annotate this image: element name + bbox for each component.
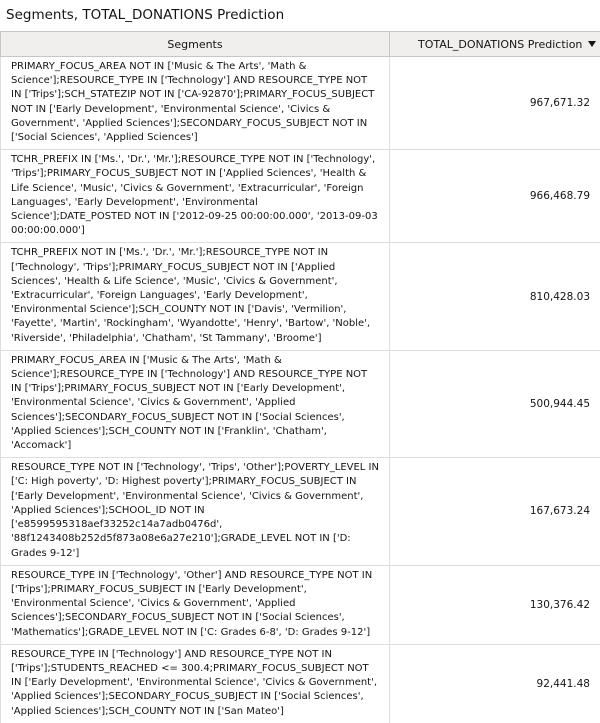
column-header-prediction-label: TOTAL_DONATIONS Prediction — [418, 38, 582, 51]
table-row[interactable] — [1, 644, 600, 723]
column-header-prediction[interactable] — [390, 32, 600, 57]
prediction-cell: 500,944.45 — [390, 350, 600, 457]
table-row[interactable] — [1, 458, 600, 565]
table-row[interactable] — [1, 243, 600, 350]
prediction-cell: 130,376.42 — [390, 565, 600, 644]
page-title: Segments, TOTAL_DONATIONS Prediction — [0, 0, 600, 31]
column-header-segments[interactable]: Segments — [1, 32, 390, 57]
prediction-cell: 967,671.32 — [390, 57, 600, 150]
prediction-cell: 92,441.48 — [390, 644, 600, 723]
segment-cell: RESOURCE_TYPE NOT IN ['Technology', 'Trips', 'Other'];POVERTY_LEVEL IN ['C: High poverty', 'D: Highest poverty'];PRIMARY_FOCUS_SUBJECT IN ['Early Development', 'Environmental Science', 'Civics & Government', 'Applied Sciences'];SCHOOL_ID NOT IN ['e8599595318aef33252c14a7adb0476d', '88f1243408b252d5f873a08e6a27e210'];GRADE_LEVEL NOT IN ['D: Grades 9-12'] — [1, 458, 390, 565]
header-row — [1, 32, 600, 57]
sort-descending-icon[interactable] — [588, 41, 596, 47]
segment-cell: PRIMARY_FOCUS_AREA IN ['Music & The Arts', 'Math & Science'];RESOURCE_TYPE IN ['Technology'] AND RESOURCE_TYPE NOT IN ['Trips'];PRIMARY_FOCUS_SUBJECT NOT IN ['Early Development', 'Environmental Science', 'Civics & Government', 'Applied Sciences'];SECONDARY_FOCUS_SUBJECT NOT IN ['Social Sciences', 'Applied Sciences'];SCH_COUNTY NOT IN ['Franklin', 'Chatham', 'Accomack'] — [1, 350, 390, 457]
table-row[interactable] — [1, 57, 600, 150]
table-row[interactable] — [1, 150, 600, 243]
segment-cell: TCHR_PREFIX NOT IN ['Ms.', 'Dr.', 'Mr.'];RESOURCE_TYPE NOT IN ['Technology', 'Trips'];PRIMARY_FOCUS_SUBJECT NOT IN ['Applied Sciences', 'Health & Life Science', 'Music', 'Civics & Government', 'Extracurricular', 'Foreign Languages', 'Early Development', 'Environmental Science'];SCH_COUNTY NOT IN ['Davis', 'Vermilion', 'Fayette', 'Martin', 'Rockingham', 'Wyandotte', 'Henry', 'Bartow', 'Noble', 'Riverside', 'Philadelphia', 'Chatham', 'St Tammany', 'Broome'] — [1, 243, 390, 350]
prediction-cell: 167,673.24 — [390, 458, 600, 565]
table-row[interactable] — [1, 565, 600, 644]
segment-cell: PRIMARY_FOCUS_AREA NOT IN ['Music & The Arts', 'Math & Science'];RESOURCE_TYPE IN ['Technology'] AND RESOURCE_TYPE NOT IN ['Trips'];SCH_STATEZIP NOT IN ['CA-92870'];PRIMARY_FOCUS_SUBJECT NOT IN ['Early Development', 'Environmental Science', 'Civics & Government', 'Applied Sciences'];SECONDARY_FOCUS_SUBJECT NOT IN ['Social Sciences', 'Applied Sciences'] — [1, 57, 390, 150]
segments-table — [0, 31, 600, 723]
segment-cell: TCHR_PREFIX IN ['Ms.', 'Dr.', 'Mr.'];RESOURCE_TYPE NOT IN ['Technology', 'Trips'];PRIMARY_FOCUS_SUBJECT NOT IN ['Applied Sciences', 'Health & Life Science', 'Music', 'Civics & Government', 'Extracurricular', 'Foreign Languages', 'Early Development', 'Environmental Science'];DATE_POSTED NOT IN ['2012-09-25 00:00:00.000', '2013-09-03 00:00:00.000'] — [1, 150, 390, 243]
prediction-cell: 810,428.03 — [390, 243, 600, 350]
segment-cell: RESOURCE_TYPE IN ['Technology'] AND RESOURCE_TYPE NOT IN ['Trips'];STUDENTS_REACHED <= 300.4;PRIMARY_FOCUS_SUBJECT NOT IN ['Early Development', 'Environmental Science', 'Civics & Government', 'Applied Sciences'];SECONDARY_FOCUS_SUBJECT IN ['Social Sciences', 'Applied Sciences'];SCH_COUNTY NOT IN ['San Mateo'] — [1, 644, 390, 723]
segment-cell: RESOURCE_TYPE IN ['Technology', 'Other'] AND RESOURCE_TYPE NOT IN ['Trips'];PRIMARY_FOCUS_SUBJECT IN ['Early Development', 'Environmental Science', 'Civics & Government', 'Applied Sciences'];SECONDARY_FOCUS_SUBJECT NOT IN ['Social Sciences', 'Mathematics'];GRADE_LEVEL NOT IN ['C: Grades 6-8', 'D: Grades 9-12'] — [1, 565, 390, 644]
table-row[interactable] — [1, 350, 600, 457]
prediction-cell: 966,468.79 — [390, 150, 600, 243]
